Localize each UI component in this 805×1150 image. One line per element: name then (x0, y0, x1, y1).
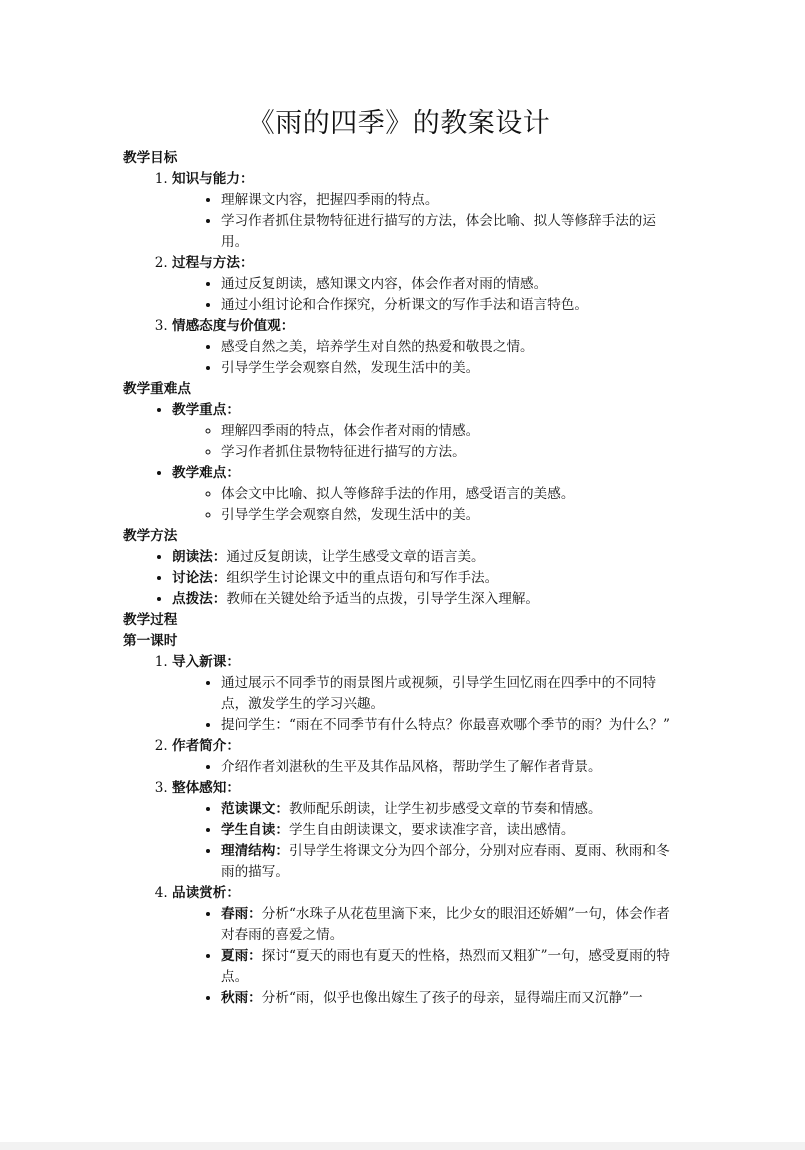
key-point-detail: ◦ 引导学生学会观察自然，发现生活中的美。 (221, 505, 675, 526)
step-point-text: 探讨“夏天的雨也有夏天的性格，热烈而又粗犷”一句，感受夏雨的特点。 (221, 948, 670, 985)
process-step (172, 778, 675, 883)
method-label: 讨论法： (172, 570, 227, 586)
process-step (172, 736, 675, 778)
step-point-label: 理清结构： (221, 843, 289, 859)
objective-item (172, 169, 675, 253)
lesson-subheading: 第一课时 (123, 633, 178, 649)
step-point-text: 教师配乐朗读，让学生初步感受文章的节奏和情感。 (288, 801, 602, 817)
section-heading-objectives: 教学目标 (123, 150, 178, 166)
step-label: 整体感知： (172, 780, 240, 796)
step-point (221, 841, 675, 883)
objective-point: • 感受自然之美，培养学生对自然的热爱和敬畏之情。 (221, 337, 675, 358)
section-heading-process: 教学过程 (123, 612, 178, 628)
step-point: • 提问学生：“雨在不同季节有什么特点？你最喜欢哪个季节的雨？为什么？” (221, 715, 675, 736)
method-label: 点拨法： (172, 591, 227, 607)
method-text: 通过反复朗读，让学生感受文章的语言美。 (226, 549, 485, 565)
step-label: 品读赏析： (172, 885, 240, 901)
objective-label: 知识与能力： (172, 171, 254, 187)
step-point: • 通过展示不同季节的雨景图片或视频，引导学生回忆雨在四季中的不同特点，激发学生的学习兴趣。 (221, 673, 675, 715)
step-point (221, 820, 675, 841)
key-point-label: 教学重点： (172, 402, 240, 418)
method-label: 朗读法： (172, 549, 227, 565)
objective-item (172, 253, 675, 316)
method-item (172, 568, 675, 589)
step-label: 导入新课： (172, 654, 240, 670)
objective-point: • 通过反复朗读，感知课文内容，体会作者对雨的情感。 (221, 274, 675, 295)
key-point-item (172, 400, 675, 463)
step-point-label: 秋雨： (221, 990, 262, 1006)
key-point-detail: ◦ 体会文中比喻、拟人等修辞手法的作用，感受语言的美感。 (221, 484, 675, 505)
key-point-detail: ◦ 学习作者抓住景物特征进行描写的方法。 (221, 442, 675, 463)
step-point (221, 946, 675, 988)
step-point-text: 分析“雨，似乎也像出嫁生了孩子的母亲，显得端庄而又沉静”一 (261, 990, 643, 1006)
step-point-label: 夏雨： (221, 948, 262, 964)
key-point-item (172, 463, 675, 526)
key-point-label: 教学难点： (172, 465, 240, 481)
step-point-label: 春雨： (221, 906, 262, 922)
step-point-text: 引导学生将课文分为四个部分，分别对应春雨、夏雨、秋雨和冬雨的描写。 (221, 843, 670, 880)
step-point-label: 范读课文： (221, 801, 289, 817)
process-step (172, 652, 675, 736)
document-title: 《雨的四季》的教案设计 (247, 108, 551, 139)
process-step (172, 883, 675, 1009)
objective-point: • 引导学生学会观察自然，发现生活中的美。 (221, 358, 675, 379)
objectives-list (123, 169, 675, 379)
step-point: • 介绍作者刘湛秋的生平及其作品风格，帮助学生了解作者背景。 (221, 757, 675, 778)
step-point (221, 799, 675, 820)
process-steps-list (123, 652, 675, 1009)
objective-point: • 理解课文内容，把握四季雨的特点。 (221, 190, 675, 211)
method-item (172, 547, 675, 568)
methods-list (123, 547, 675, 610)
objective-point: • 学习作者抓住景物特征进行描写的方法，体会比喻、拟人等修辞手法的运用。 (221, 211, 675, 253)
step-point-text: 学生自由朗读课文，要求读准字音，读出感情。 (288, 822, 575, 838)
objective-label: 情感态度与价值观： (172, 318, 295, 334)
objective-item (172, 316, 675, 379)
key-point-detail: ◦ 理解四季雨的特点，体会作者对雨的情感。 (221, 421, 675, 442)
section-heading-methods: 教学方法 (123, 528, 178, 544)
method-item (172, 589, 675, 610)
key-points-list (123, 400, 675, 526)
step-label: 作者简介： (172, 738, 240, 754)
section-heading-key-points: 教学重难点 (123, 381, 191, 397)
step-point-label: 学生自读： (221, 822, 289, 838)
step-point-text: 分析“水珠子从花苞里滴下来，比少女的眼泪还娇媚”一句，体会作者对春雨的喜爱之情。 (221, 906, 670, 943)
step-point (221, 904, 675, 946)
method-text: 教师在关键处给予适当的点拨，引导学生深入理解。 (226, 591, 540, 607)
objective-point: • 通过小组讨论和合作探究，分析课文的写作手法和语言特色。 (221, 295, 675, 316)
method-text: 组织学生讨论课文中的重点语句和写作手法。 (226, 570, 499, 586)
objective-label: 过程与方法： (172, 255, 254, 271)
step-point (221, 988, 675, 1009)
